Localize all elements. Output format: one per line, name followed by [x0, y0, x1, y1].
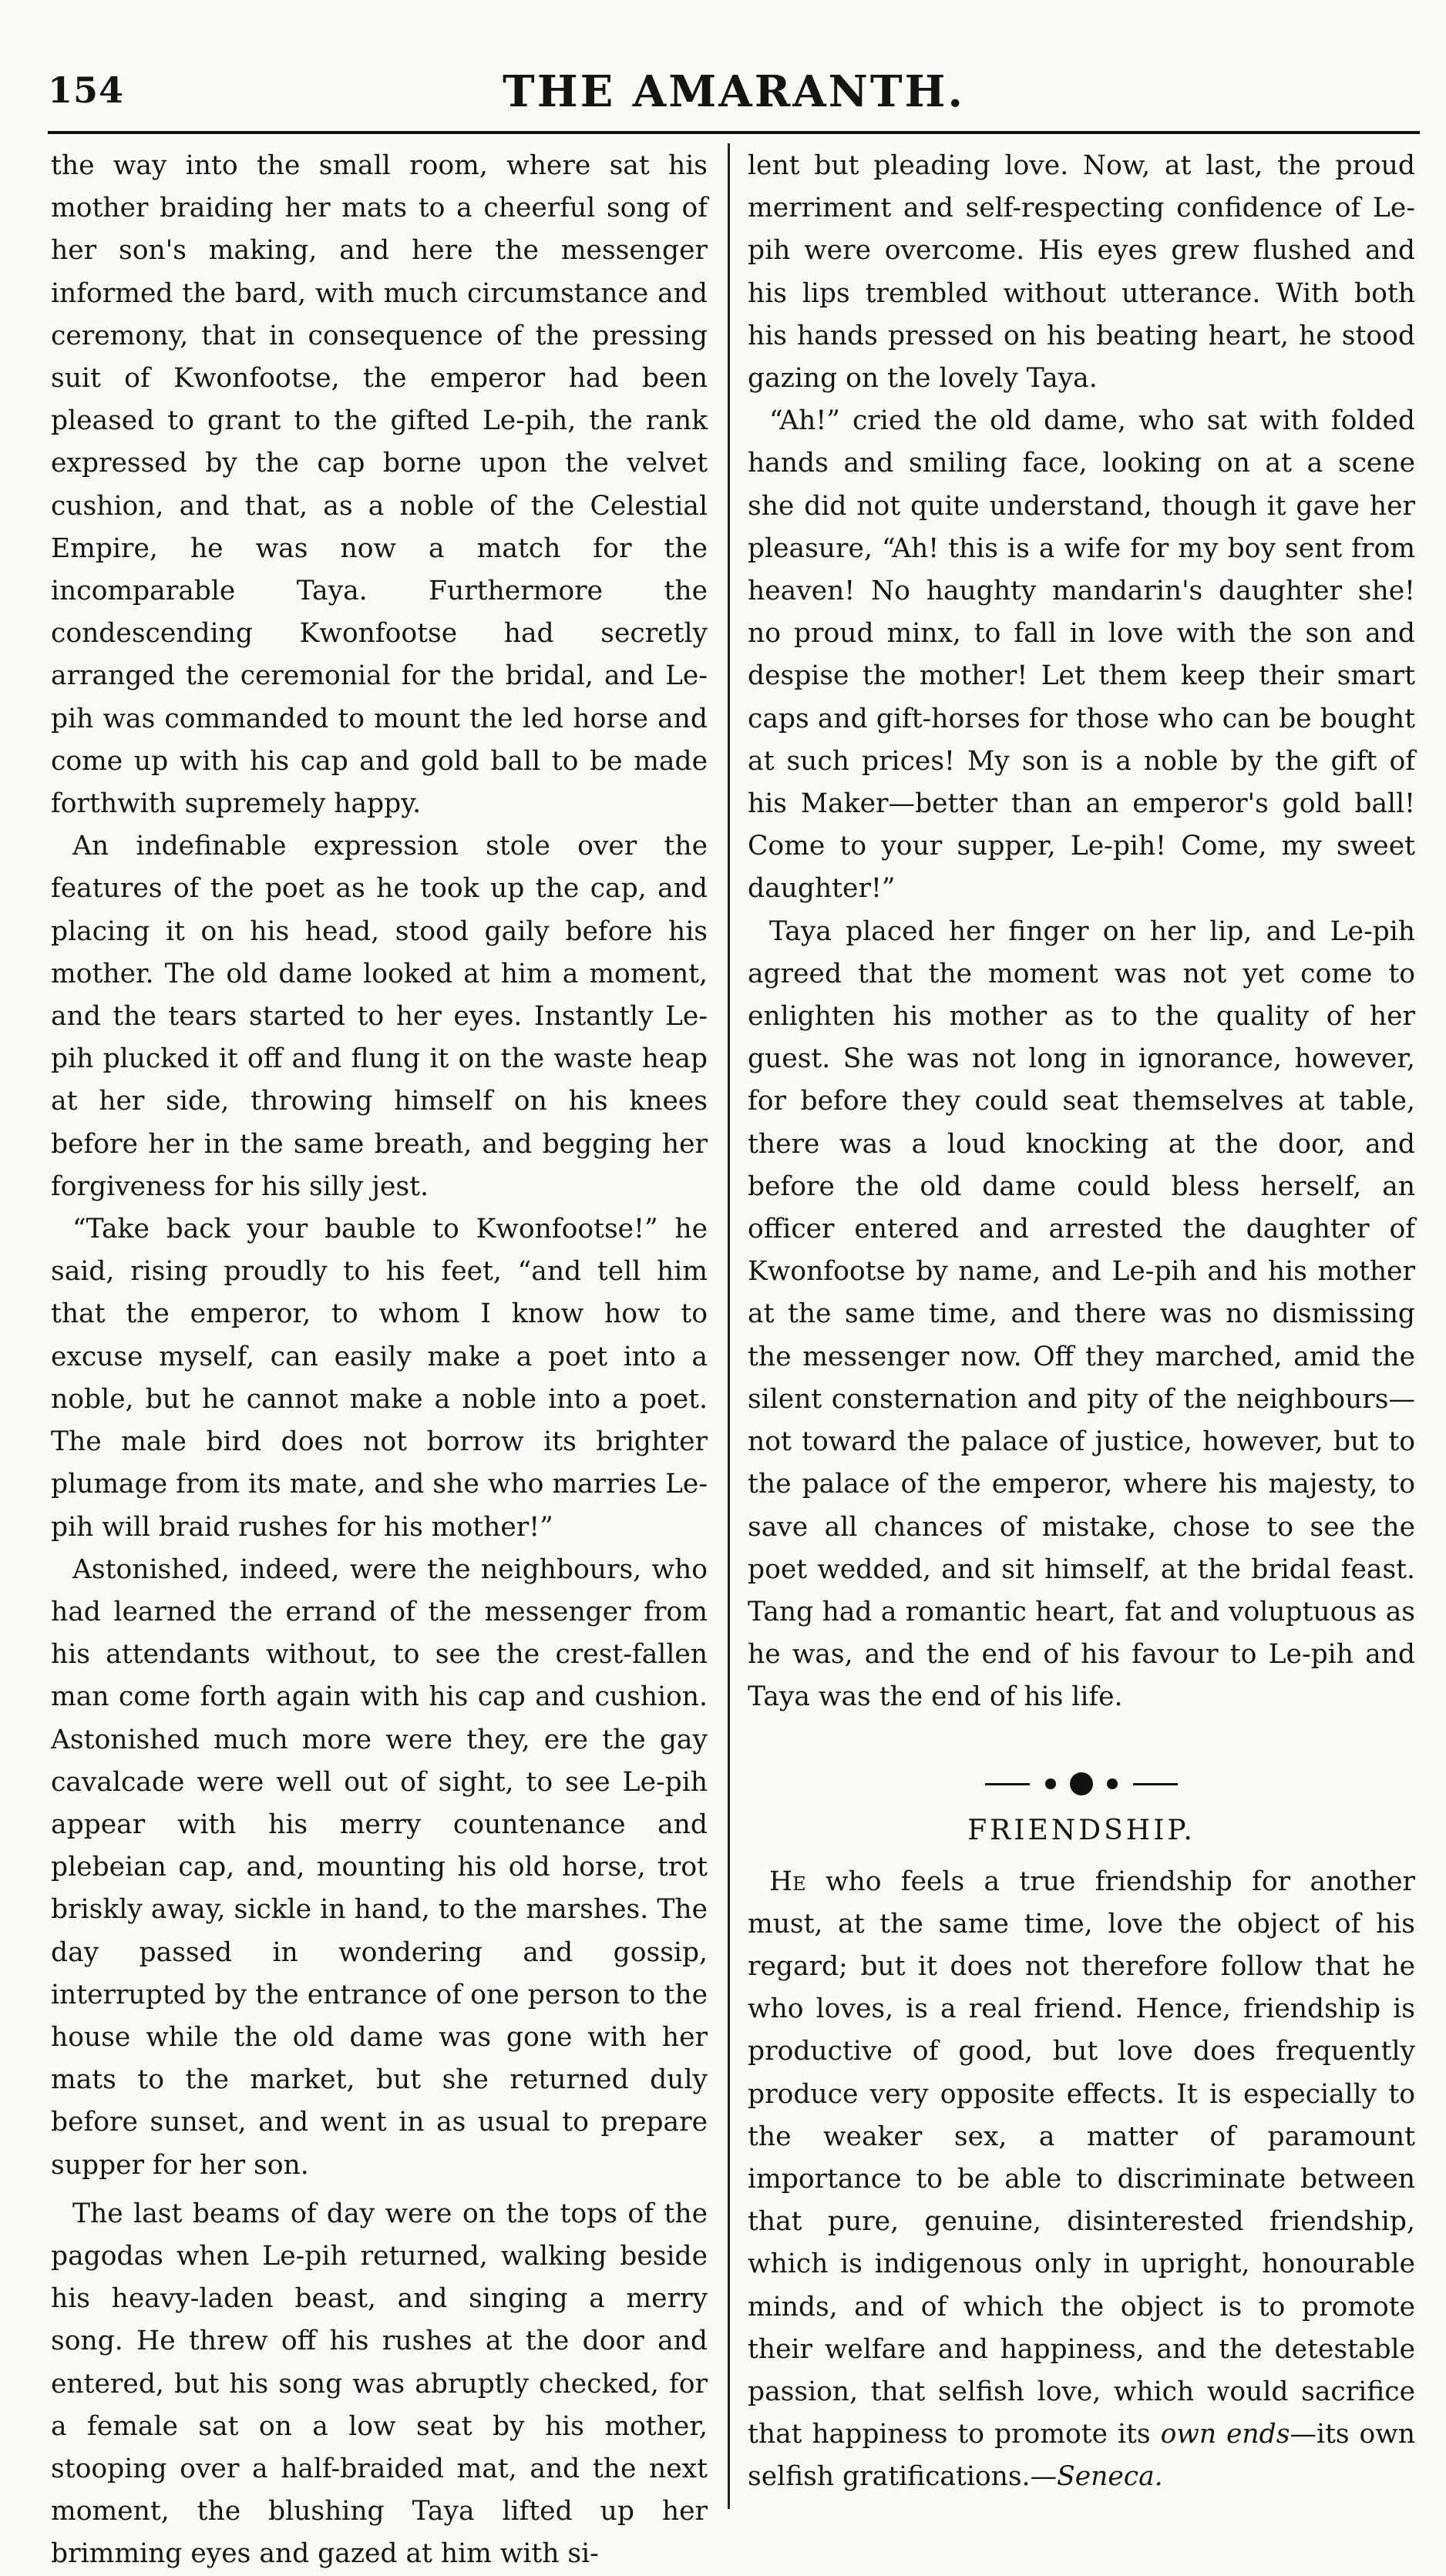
- ornament-center: [1070, 1772, 1093, 1795]
- journal-title: THE AMARANTH.: [503, 66, 965, 117]
- paragraph: “Take back your bauble to Kwonfootse!” he said, rising proudly to his feet, “and tell him that the emperor, to whom I know how to excuse myself, can easily make a poet into a noble, but he cannot make a noble into a poet. The male bird does not borrow its brighter plumage from its mate, and she who marries Le-pih will braid rushes for his mother!”: [51, 1214, 708, 1543]
- column-divider: [728, 143, 730, 2509]
- ornament-dot: [1045, 1778, 1056, 1789]
- section-first-word: He: [769, 1866, 806, 1897]
- ornament-line: [985, 1783, 1030, 1785]
- header-rule: [48, 131, 1420, 134]
- section-ornament: [748, 1762, 1415, 1795]
- running-head: [48, 66, 1420, 120]
- section-italic: own ends: [1160, 2419, 1290, 2450]
- section-title: FRIENDSHIP.: [967, 1814, 1195, 1846]
- paragraph: “Ah!” cried the old dame, who sat with folded hands and smiling face, looking on at a scene she did not quite understand, though it gave her pleasure, “Ah! this is a wife for my boy sent from heaven! No haughty mandarin's daughter she! no proud minx, to fall in love with the son and despise the mother! Let them keep their smart caps and gift-horses for those who can be bought at such prices! My son is a noble by the gift of his Maker—better than an emperor's gold ball! Come to your supper, Le-pih! Come, my sweet daughter!”: [748, 405, 1415, 905]
- page-number: 154: [48, 69, 125, 111]
- section-tail: —its own selfish gratifications.—: [748, 2419, 1416, 2493]
- paragraph: The last beams of day were on the tops of the pagodas when Le-pih returned, walking beside his heavy-laden beast, and singing a merry song. He threw off his rushes at the door and entered, but his song was abruptly checked, for a female sat on a low seat by his mother, stooping over a half-braided mat, and the next moment, the blushing Taya lifted up her brimming eyes and gazed at him with si-: [51, 2198, 708, 2570]
- paragraph: lent but pleading love. Now, at last, the proud merriment and self-respecting confidence of Le-pih were overcome. His eyes grew flushed and his lips trembled without utterance. With both his hands pressed on his beating heart, he stood gazing on the lovely Taya.: [748, 150, 1415, 395]
- ornament-dot: [1107, 1778, 1118, 1789]
- signature: Seneca.: [1057, 2461, 1163, 2493]
- paragraph: Astonished, indeed, were the neighbours, who had learned the errand of the messenger from his attendants without, to see the crest-fallen man come forth again with his cap and cushion. Astonished much more were they, ere the gay cavalcade were well out of sight, to see Le-pih appear with his merry countenance and plebeian cap, and, mounting his old horse, trot briskly away, sickle in hand, to the marshes. The day passed in wondering and gossip, interrupted by the entrance of one person to the house while the old dame was gone with her mats to the market, but she returned duly before sunset, and went in as usual to prepare supper for her son.: [51, 1553, 708, 2181]
- paragraph: An indefinable expression stole over the features of the poet as he took up the cap, and placing it on his head, stood gaily before his mother. The old dame looked at him a moment, and the tears started to her eyes. Instantly Le-pih plucked it off and flung it on the waste heap at her side, throwing himself on his knees before her in the same breath, and begging her forgiveness for his silly jest.: [51, 831, 708, 1202]
- section-paragraph: [748, 1861, 1415, 2499]
- section-body: who feels a true friendship for another must, at the same time, love the object of his regard; but it does not therefore follow that he who loves, is a real friend. Hence, friendship is productive of good, but love does frequently produce very opposite effects. It is especially to the weaker sex, a matter of paramount importance to be able to discriminate between that pure, genuine, disinterested friendship, which is indigenous only in upright, honourable minds, and of which the object is to promote their welfare and happiness, and the detestable passion, that selfish love, which would sacrifice that happiness to promote its: [748, 1866, 1416, 2450]
- right-column: [748, 145, 1415, 2499]
- ornament-line: [1133, 1783, 1178, 1785]
- paragraph: the way into the small room, where sat his mother braiding her mats to a cheerful song of her son's making, and here the messenger informed the bard, with much circumstance and ceremony, that in consequence of the pressing suit of Kwonfootse, the emperor had been pleased to grant to the gifted Le-pih, the rank expressed by the cap borne upon the velvet cushion, and that, as a noble of the Celestial Empire, he was now a match for the incomparable Taya. Furthermore the condescending Kwonfootse had secretly arranged the ceremonial for the bridal, and Le-pih was commanded to mount the led horse and come up with his cap and gold ball to be made forthwith supremely happy.: [51, 150, 708, 820]
- left-column: [51, 145, 708, 2576]
- paragraph: Taya placed her finger on her lip, and Le-pih agreed that the moment was not yet come to enlighten his mother as to the quality of her guest. She was not long in ignorance, however, for before they could seat themselves at table, there was a loud knocking at the door, and before the old dame could bless herself, an officer entered and arrested the daughter of Kwonfootse by name, and Le-pih and his mother at the same time, and there was no dismissing the messenger now. Off they marched, amid the silent consternation and pity of the neighbours—not toward the palace of justice, however, but to the palace of the emperor, where his majesty, to save all chances of mistake, chose to see the poet wedded, and sit himself, at the bridal feast. Tang had a romantic heart, fat and voluptuous as he was, and the end of his favour to Le-pih and Taya was the end of his life.: [748, 915, 1415, 1713]
